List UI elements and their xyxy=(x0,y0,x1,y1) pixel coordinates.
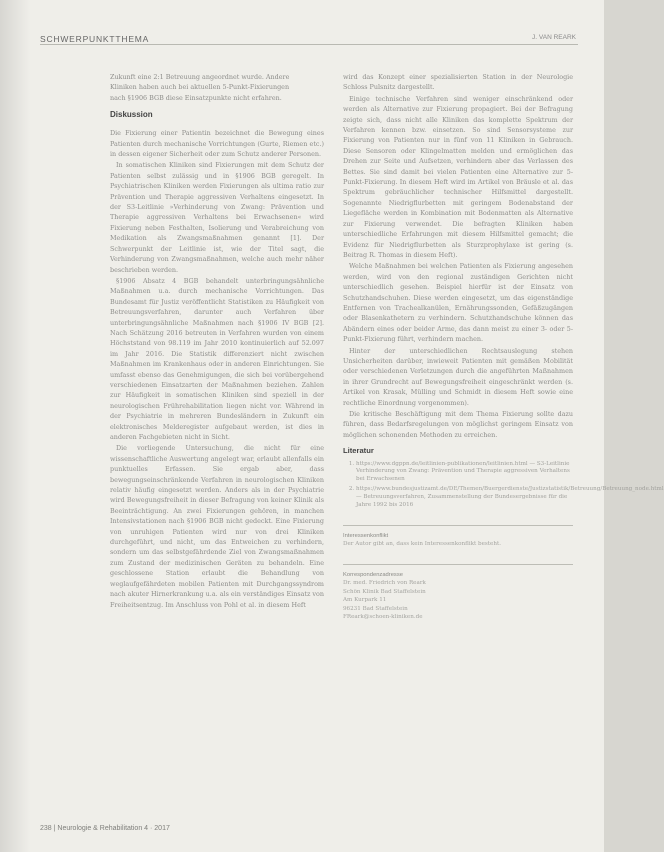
address-line: 96231 Bad Staffelstein xyxy=(343,605,408,612)
reference-item: 2. https://www.bundesjustizamt.de/DE/Themen/Buergerdienste/Justizstatistik/Betreuung/Betreuung_node.html — Betreuungsverfahren, Zusammenstellung der Bundesergebnisse für die Jahre 1992 bis 2016 xyxy=(356,486,573,509)
left-column xyxy=(110,72,324,610)
address-heading: Korrespondenzadresse xyxy=(343,572,403,579)
reference-list xyxy=(343,460,664,510)
page-fold-shadow xyxy=(0,0,30,852)
discussion-heading: Diskussion xyxy=(110,110,153,120)
body-paragraph: In somatischen Kliniken sind Fixierungen mit dem Schutz der Patienten selbst zulässig und in §1906 BGB geregelt. In Psychiatrischen Kliniken werden Fixierungen als ultima ratio zur Prävention und Therapie aggressiven Verhaltens eingesetzt. In der S3-Leitlinie »Verhinderung von Zwang: Prävention und Therapie aggressiven Verhaltens bei Erwachsenen« wird Fixierung neben Festhalten, Isolierung und Verabreichung von Medikation als Zwangsmaßnahmen genannt [1]. Der Schwerpunkt der Leitlinie ist, wie der Titel sagt, die Verhinderung von Zwangsmaßnahmen, welche auch mehr näher beschrieben werden. xyxy=(110,161,324,274)
body-paragraph: Die kritische Beschäftigung mit dem Thema Fixierung sollte dazu führen, dass Bedarfsregelungen von möglichst geringem Einsatz von möglichen schonenden Methoden zu erreichen. xyxy=(343,410,573,439)
section-divider xyxy=(343,564,573,565)
literature-heading: Literatur xyxy=(343,446,374,456)
body-paragraph: Die Fixierung einer Patientin bezeichnet die Bewegung eines Patienten durch mechanische Vorrichtungen (Gurte, Riemen etc.) in dessen eigener Sicherheit oder zum Schutz anderer Personen. xyxy=(110,129,324,159)
reference-item: 1. https://www.dgppn.de/leitlinien-publikationen/leitlinien.html — S3-Leitlinie Verhinderung von Zwang: Prävention und Therapie aggressiven Verhaltens bei Erwachsenen xyxy=(356,461,573,484)
address-line: Am Kurpark 11 xyxy=(343,597,387,604)
section-header: SCHWERPUNKTTHEMA xyxy=(40,34,150,44)
intro-line: nach §1906 BGB diese Einsatzpunkte nicht erfahren. xyxy=(110,93,282,102)
conflict-text: Der Autor gibt an, dass kein Interessenkonflikt besteht. xyxy=(343,541,501,548)
intro-line: Kliniken haben auch bei aktuellen 5-Punkt-Fixierungen xyxy=(110,83,290,92)
header-rule xyxy=(40,44,578,45)
address-email: FReark@schoen-kliniken.de xyxy=(343,614,423,621)
body-paragraph: Die vorliegende Untersuchung, die nicht für eine wissenschaftliche Auswertung angelegt war, erlaubt allenfalls ein punktuelles Erfassen. Sie ergab aber, dass bewegungseinschränkende Verfahren in neurologischen Kliniken relativ häufig eingesetzt werden. Anders als in der Psychiatrie wird Bewegungsfreiheit in dieser Befragung von keiner Klinik als Beeinträchtigung. An zwei Fixierungen gehören, in manchen Intensivstationen nach §1906 BGB nicht gedeckt. Eine Fixierung von unruhigen Patienten wird nur von drei Kliniken durchgeführt, und nicht, um das Entweichen zu verhindern, sondern um das selbstgefährdende Ziel von Zwangsmaßnahmen zum Zustand der medizinischen Geräten zu behandeln. Eine geschlossene Station erlaubt die Behandlung von weglaufgefährdeten mobilen Patienten mit Durchgangssyndrom nach akuter Hirnerkrankung u.a. als ein verständiges Einsatz von Freiheitsentzug. Im Anschluss von Pohl et al. in diesem Heft xyxy=(110,444,324,609)
body-paragraph: Hinter der unterschiedlichen Rechtsauslegung stehen Unsicherheiten darüber, inwieweit Patienten mit gemäßen Mobilität oder verschiedenen Verletzungen durch die angeführten Maßnahmen in ihrer Grundrecht auf Bewegungsfreiheit eingeschränkt werden (s. Artikel von Krasak, Mülling und Schmidt in diesem Heft sowie eine rechtliche Einordnung vorgenommen). xyxy=(343,346,573,407)
body-paragraph: wird das Konzept einer spezialisierten Station in der Neurologie Schloss Pulsnitz dargestellt. xyxy=(343,73,573,92)
body-paragraph: Einige technische Verfahren sind weniger einschränkend oder werden als Alternative zur Fixierung propagiert. Bei der Befragung zeigte sich, dass nicht alle Kliniken das komplette Spektrum der Verfahren kennen bzw. einsetzen. So sind Sensorsysteme zur Fixierung von Patienten nur in fünf von 11 Kliniken in Gebrauch. Diese Sensoren oder Klingelmatten melden und ermöglichen das Drehen zur Seite und Aufsetzen, verhindern aber das Verlassen des Bettes. Sie sind damit bei vielen Patienten eine Alternative zur 5-Punkt-Fixierung. In diesem Heft wird im Artikel von Bräusle et al. das Spektrum gebräuchlicher technischer Hilfsmittel dargestellt. Sogenannte Niedrigflurbetten mit geringem Bodenabstand der Liegefläche werden in Kombination mit Bodenmatten als Alternative zur Fixierung verwendet. Die befragten Kliniken haben unterschiedliche Erfahrungen mit diesem Hilfsmittel gemacht; die Evidenz für Niedrigflurbetten als Sturzprophylaxe ist gering (s. Beitrag R. Thomas in diesem Heft). xyxy=(343,94,573,259)
right-column xyxy=(343,72,664,622)
address-line: Schön Klinik Bad Staffelstein xyxy=(343,588,426,595)
body-paragraph: Welche Maßnahmen bei welchen Patienten als Fixierung angesehen werden, wird von den regional zuständigen Gerichten nicht unterschiedlich gesehen. Beispiel hierfür ist der Einsatz von Schutzhandschuhen. Diese werden eingesetzt, um das eigenständige Entfernen von Trachealkanülen, Ernährungssonden, Gefäßzugängen oder Blasenkathetern zu verhindern. Schutzhandschuhe können das Abändern eines oder beider Arme, das dann meist zu einer 3- oder 5-Punkt-Fixierung führt, verhindern machen. xyxy=(343,262,573,344)
page-footer: 238 | Neurologie & Rehabilitation 4 · 2017 xyxy=(40,825,170,832)
conflict-heading: Interessenkonflikt xyxy=(343,533,389,540)
author-header: J. VAN REARK xyxy=(532,34,576,41)
intro-line: Zukunft eine 2:1 Betreuung angeordnet wurde. Andere xyxy=(110,73,290,81)
address-line: Dr. med. Friedrich von Reark xyxy=(343,580,426,587)
section-divider xyxy=(343,525,573,526)
body-paragraph: §1906 Absatz 4 BGB behandelt unterbringungsähnliche Maßnahmen u.a. durch mechanische Vorrichtungen. Das Bundesamt für Justiz veröffentlicht Statistiken zu Häufigkeit von Betreuungsverfahren, darunter auch Verfahren über unterbringungsähnliche Maßnahmen nach §1906 IV BGB [2]. Nach Schätzung 2016 betreuten in Verfahren wurden von einem Höchststand von 98.119 im Jahr 2010 kontinuierlich auf 52.097 im Jahr 2016. Die Statistik differenziert nicht zwischen Maßnahmen im Krankenhaus oder in anderen Einrichtungen. Sie umfasst ebenso das Genehmigungen, die sich bei vorübergehend verschiedenen Einsatzarten der Maßnahmen beziehen. Zahlen zur Häufigkeit in somatischen Kliniken sind speziell in der neurologischen Frührehabilitation liegen nicht vor. Während in der Psychiatrie in mehreren Bundesländern in Zukunft ein elektronisches Melderegister aufgebaut werden, ist dies in anderen Fachgebieten nicht in Sicht. xyxy=(110,276,324,441)
